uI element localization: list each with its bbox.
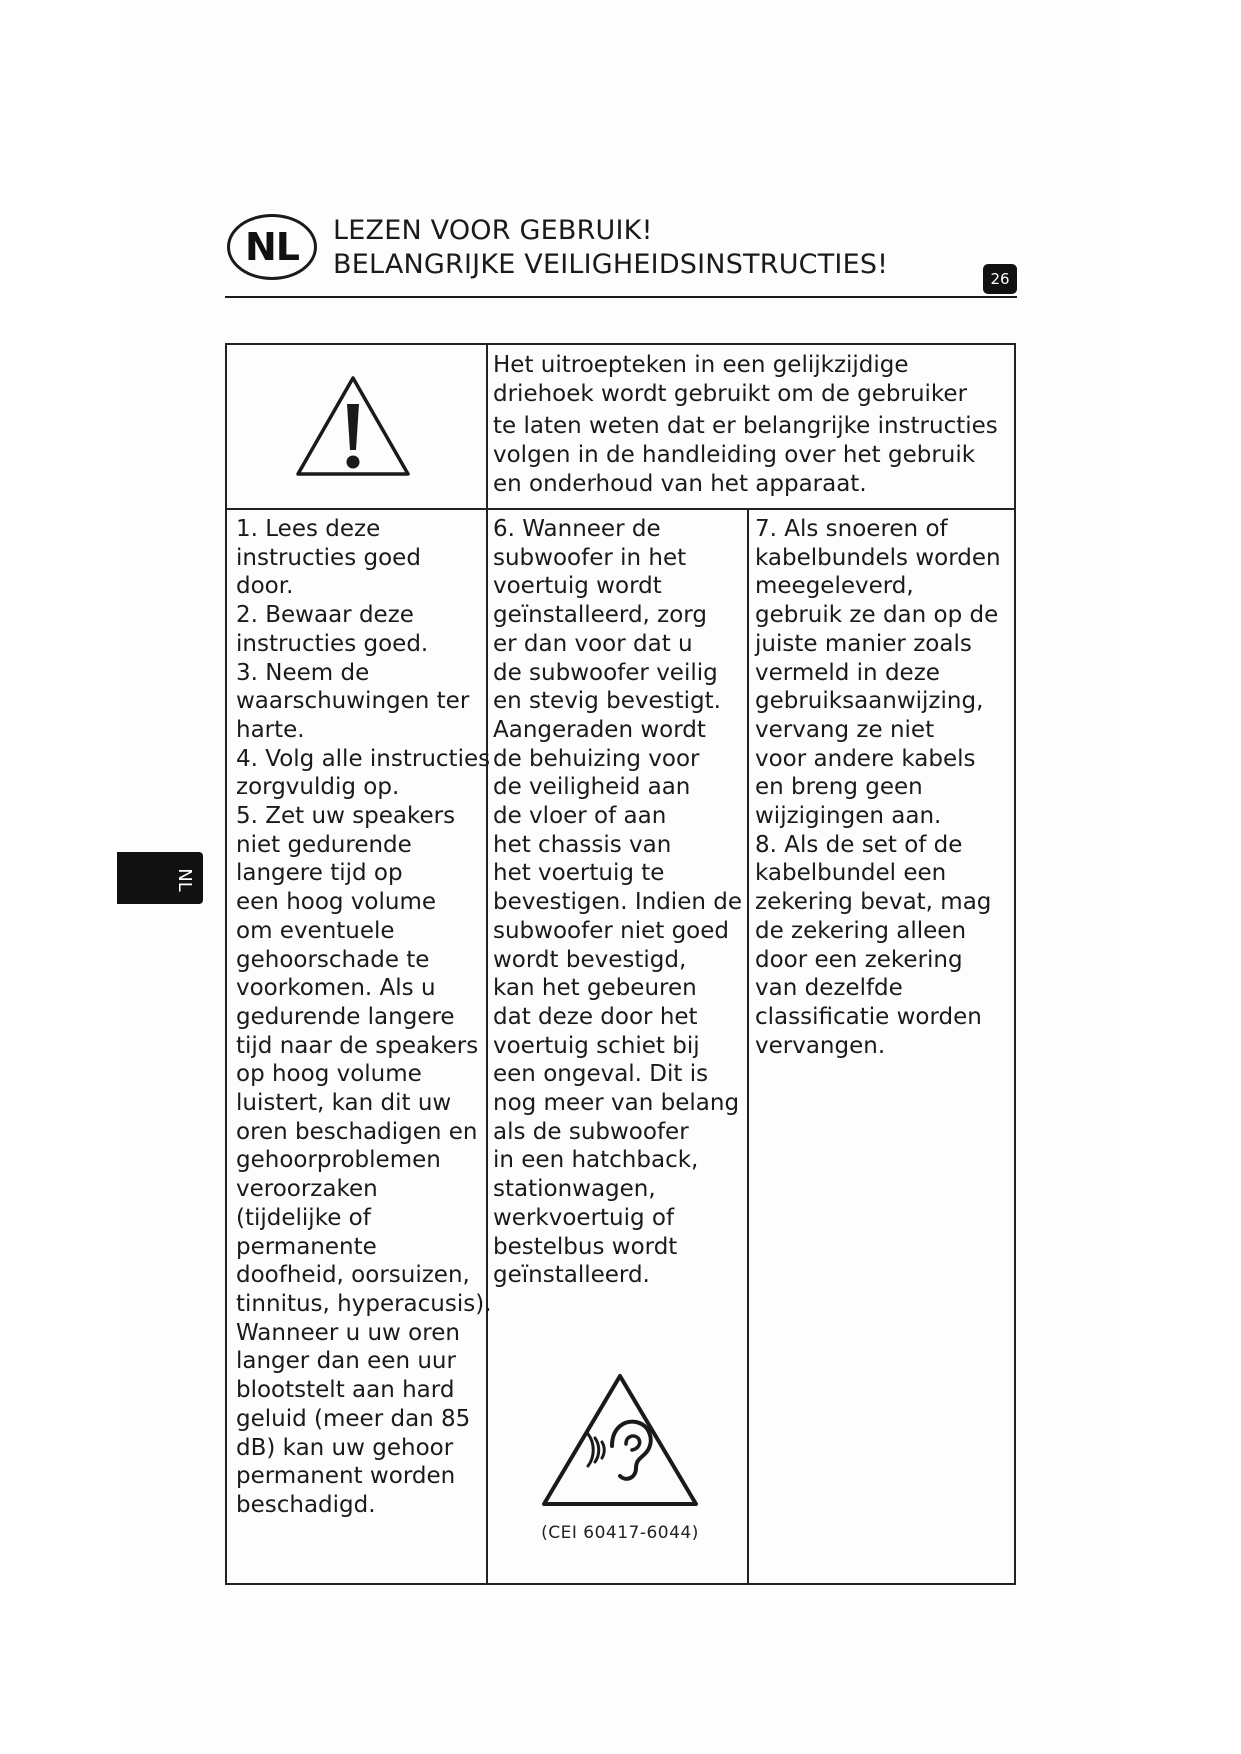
instruction-line: kabelbundels worden [755, 544, 1001, 571]
intro-line: en onderhoud van het apparaat. [493, 470, 867, 497]
instruction-line: vervang ze niet [755, 716, 935, 743]
instruction-line: er dan voor dat u [493, 630, 693, 657]
instruction-line: een ongeval. Dit is [493, 1061, 709, 1088]
instruction-line: wordt bevestigd, [493, 946, 687, 973]
title-line-1: LEZEN VOOR GEBRUIK! [333, 215, 653, 246]
page-number-badge: 26 [983, 264, 1017, 294]
instruction-line: beschadigd. [236, 1491, 376, 1518]
instruction-line: langere tijd op [236, 860, 403, 887]
instruction-line: dat deze door het [493, 1003, 698, 1030]
instruction-line: subwoofer niet goed [493, 917, 729, 944]
instruction-line: wijzigingen aan. [755, 803, 942, 830]
intro-line: Het uitroepteken in een gelijkzijdige [493, 352, 909, 378]
intro-text [493, 351, 998, 499]
instruction-line: blootstelt aan hard [236, 1377, 455, 1404]
header-divider [225, 296, 1017, 298]
instruction-line: doofheid, oorsuizen, [236, 1262, 470, 1289]
instruction-line: 1. Lees deze [236, 516, 381, 542]
instruction-line: waarschuwingen ter [236, 688, 470, 715]
instruction-line: juiste manier zoals [755, 630, 972, 657]
instruction-line: voor andere kabels [755, 745, 976, 772]
instruction-line: de behuizing voor [493, 745, 700, 772]
instruction-line: en breng geen [755, 774, 923, 801]
title-line-2: BELANGRIJKE VEILIGHEIDSINSTRUCTIES! [333, 249, 889, 280]
instruction-line: luistert, kan dit uw [236, 1090, 452, 1117]
instruction-line: het voertuig te [493, 860, 665, 887]
instruction-line: meegeleverd, [755, 573, 914, 600]
instruction-line: 3. Neem de [236, 659, 370, 686]
instruction-line: gehoorproblemen [236, 1147, 441, 1174]
instruction-line: instructies goed. [236, 630, 429, 657]
instruction-line: tijd naar de speakers [236, 1032, 479, 1059]
instruction-line: 8. Als de set of de [755, 831, 963, 858]
instruction-line: (tijdelijke of [236, 1204, 371, 1231]
instruction-line: voertuig schiet bij [493, 1032, 700, 1059]
instruction-line: oren beschadigen en [236, 1118, 478, 1145]
instruction-line: voorkomen. Als u [236, 975, 436, 1002]
instruction-line: 2. Bewaar deze [236, 602, 414, 629]
instruction-line: permanent worden [236, 1463, 456, 1490]
instruction-line: Wanneer u uw oren [236, 1319, 460, 1346]
instruction-line: door. [236, 573, 294, 600]
instruction-line: 5. Zet uw speakers [236, 803, 456, 830]
hearing-damage-warning-icon [540, 1370, 700, 1510]
instruction-line: de zekering alleen [755, 917, 967, 944]
instruction-line: gedurende langere [236, 1003, 455, 1030]
instruction-line: en stevig bevestigt. [493, 688, 721, 715]
instruction-line: bevestigen. Indien de [493, 889, 742, 916]
column-3-text [755, 515, 1001, 1060]
instruction-line: stationwagen, [493, 1176, 656, 1203]
instruction-line: op hoog volume [236, 1061, 422, 1088]
instruction-line: 6. Wanneer de [493, 516, 661, 542]
instruction-line: harte. [236, 716, 305, 743]
instruction-line: langer dan een uur [236, 1348, 456, 1375]
instruction-line: een hoog volume [236, 889, 437, 916]
instruction-line: zorgvuldig op. [236, 774, 400, 801]
instruction-line: 4. Volg alle instructies [236, 745, 491, 772]
instruction-line: permanente [236, 1233, 377, 1260]
warning-triangle-icon [294, 374, 412, 478]
column-2-text [493, 515, 742, 1290]
instruction-line: kan het gebeuren [493, 975, 697, 1002]
instruction-line: voertuig wordt [493, 573, 662, 600]
instruction-line: de subwoofer veilig [493, 659, 718, 686]
instruction-line: nog meer van belang [493, 1090, 740, 1117]
instruction-line: de veiligheid aan [493, 774, 691, 801]
instruction-line: vervangen. [755, 1032, 886, 1059]
intro-line: volgen in de handleiding over het gebruik [493, 442, 976, 469]
column-1-text [236, 515, 492, 1520]
table-col-divider-2 [747, 508, 749, 1585]
instruction-line: de vloer of aan [493, 803, 667, 830]
instruction-line: 7. Als snoeren of [755, 516, 948, 542]
instruction-line: geïnstalleerd. [493, 1262, 650, 1289]
side-tab-label: NL [174, 868, 196, 892]
instruction-line: vermeld in deze [755, 659, 940, 686]
instruction-line: tinnitus, hyperacusis). [236, 1290, 492, 1317]
instruction-line: werkvoertuig of [493, 1204, 675, 1231]
instruction-line: niet gedurende [236, 831, 412, 858]
instruction-line: zekering bevat, mag [755, 889, 992, 916]
hearing-symbol-caption: (CEI 60417-6044) [541, 1523, 699, 1543]
instruction-line: geïnstalleerd, zorg [493, 602, 707, 629]
instruction-line: in een hatchback, [493, 1147, 699, 1174]
instruction-line: dB) kan uw gehoor [236, 1434, 454, 1461]
instruction-line: als de subwoofer [493, 1118, 689, 1145]
instruction-line: gebruiksaanwijzing, [755, 688, 984, 715]
instruction-line: kabelbundel een [755, 860, 947, 887]
table-row-divider [225, 508, 1016, 510]
instruction-line: gehoorschade te [236, 946, 430, 973]
instruction-line: door een zekering [755, 946, 963, 973]
instruction-line: het chassis van [493, 831, 672, 858]
instruction-line: om eventuele [236, 917, 395, 944]
instruction-line: geluid (meer dan 85 [236, 1405, 471, 1432]
instruction-line: Aangeraden wordt [493, 716, 706, 743]
instruction-line: subwoofer in het [493, 544, 687, 571]
language-code-badge: NL [227, 214, 317, 280]
instruction-line: bestelbus wordt [493, 1233, 678, 1260]
instruction-line: classificatie worden [755, 1003, 982, 1030]
intro-line: te laten weten dat er belangrijke instructies [493, 413, 998, 440]
instruction-line: instructies goed [236, 544, 421, 571]
instruction-line: veroorzaken [236, 1176, 378, 1203]
intro-line: driehoek wordt gebruikt om de gebruiker [493, 380, 968, 407]
instruction-line: gebruik ze dan op de [755, 602, 999, 629]
instruction-line: van dezelfde [755, 975, 903, 1002]
page-title [333, 214, 888, 282]
